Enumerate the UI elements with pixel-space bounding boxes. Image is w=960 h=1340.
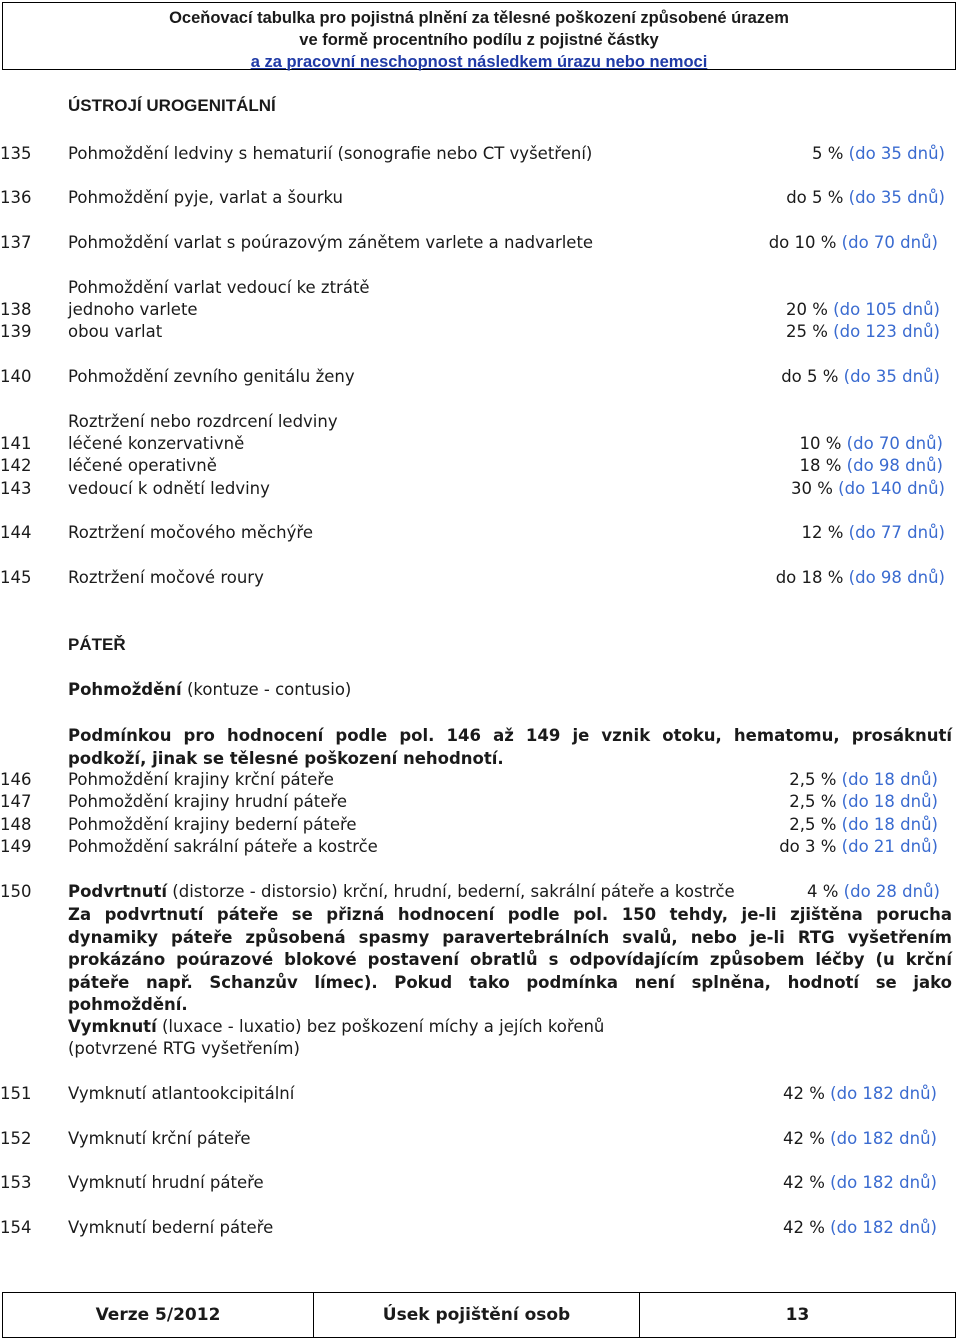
item-number: 145 [0,568,32,587]
item-percent: 25 % [786,322,828,341]
table-row [0,769,945,791]
item-number: 138 [0,300,32,319]
subsection-heading-bold: Vymknutí [68,1017,157,1036]
note-paragraph: Podmínkou pro hodnocení podle pol. 146 až 149 je vznik otoku, hematomu, prosáknutí podkoží, jinak se tělesné poškození nehodnotí. [68,726,952,768]
item-percent: 42 % [783,1084,825,1103]
item-number: 154 [0,1218,32,1237]
item-percent: 2,5 % [789,815,837,834]
item-days: (do 77 dnů) [848,523,945,542]
item-number: 147 [0,792,32,811]
item-number: 135 [0,144,32,163]
item-days: (do 182 dnů) [830,1173,937,1192]
footer-version: Verze 5/2012 [3,1293,314,1337]
item-description: léčené operativně [68,456,217,475]
item-number: 150 [0,882,32,901]
item-number: 149 [0,837,32,856]
item-description: léčené konzervativně [68,434,245,453]
item-description: Roztržení močového měchýře [68,523,313,542]
footer-department: Úsek pojištění osob [314,1293,640,1337]
item-number: 141 [0,434,32,453]
group-heading: Pohmoždění varlat vedoucí ke ztrátě [68,278,370,297]
header-title-line2: ve formě procentního podílu z pojistné částky [299,31,659,49]
table-row [0,1128,945,1150]
document-footer [2,1292,956,1338]
item-number: 152 [0,1129,32,1148]
item-days: (do 98 dnů) [848,568,945,587]
item-days: (do 105 dnů) [833,300,940,319]
item-number: 148 [0,815,32,834]
item-description: Vymknutí hrudní páteře [68,1173,264,1192]
table-row [0,433,945,455]
item-days: (do 70 dnů) [841,233,938,252]
item-description: obou varlat [68,322,163,341]
table-row [0,478,945,500]
item-percent: 2,5 % [789,792,837,811]
table-row [0,1083,945,1105]
item-description: Pohmoždění pyje, varlat a šourku [68,188,343,207]
item-description: Vymknutí atlantookcipitální [68,1084,295,1103]
item-days: (do 70 dnů) [846,434,943,453]
item-number: 137 [0,233,32,252]
item-percent: do 5 % [781,367,839,386]
table-row [0,366,945,388]
table-row [0,143,945,165]
group-heading: Roztržení nebo rozdrcení ledviny [68,412,338,431]
item-description: Pohmoždění zevního genitálu ženy [68,367,355,386]
item-number: 139 [0,322,32,341]
table-row [0,836,945,858]
document-header [2,2,956,70]
item-description: Pohmoždění krajiny hrudní páteře [68,792,347,811]
item-percent: 20 % [786,300,828,319]
item-number: 144 [0,523,32,542]
item-percent: 10 % [799,434,842,453]
subsection-note: (potvrzené RTG vyšetřením) [68,1039,300,1058]
note-paragraph: Za podvrtnutí páteře se přizná hodnocení podle pol. 150 tehdy, je-li zjištěna porucha dynamiky páteře způsobená spasmy paravertebrálních svalů, nebo je-li RTG vyšetřením prokázáno poúrazové blokové postavení obratlů s odpovídajícím způsobem léčby (u krční páteře např. Schanzův límec). Pokud tako podmínka není splněna, hodnotí se jako pohmoždění. [68,905,952,1014]
item-days: (do 18 dnů) [841,770,938,789]
table-row [0,299,945,321]
item-days: (do 123 dnů) [833,322,940,341]
item-percent: 12 % [801,523,844,542]
item-percent: 42 % [783,1173,825,1192]
item-percent: do 18 % [775,568,844,587]
subsection-heading-rest: (luxace - luxatio) bez poškození míchy a jejích kořenů [156,1017,605,1036]
table-row [0,881,945,903]
item-number: 140 [0,367,32,386]
item-days: (do 21 dnů) [841,837,938,856]
item-description: Pohmoždění varlat s poúrazovým zánětem varlete a nadvarlete [68,233,594,252]
item-number: 153 [0,1173,32,1192]
item-description: Pohmoždění ledviny s hematurií (sonografie nebo CT vyšetření) [68,144,593,163]
item-percent: 2,5 % [789,770,837,789]
table-row [0,187,945,209]
item-percent: 18 % [799,456,842,475]
item-description: Pohmoždění krajiny krční páteře [68,770,334,789]
section-title-spine: PÁTEŘ [68,635,126,654]
item-description: Pohmoždění krajiny bederní páteře [68,815,357,834]
item-description: Vymknutí bederní páteře [68,1218,274,1237]
item-description: jednoho varlete [68,300,198,319]
table-row [0,1172,945,1194]
item-days: (do 98 dnů) [846,456,943,475]
item-description: vedoucí k odnětí ledviny [68,479,270,498]
item-percent: 42 % [783,1129,825,1148]
item-description-bold: Podvrtnutí [68,882,168,901]
item-days: (do 18 dnů) [841,792,938,811]
table-row [0,814,945,836]
section-title-urogenital: ÚSTROJÍ UROGENITÁLNÍ [68,96,276,115]
item-percent: do 10 % [768,233,837,252]
table-row [0,522,945,544]
item-days: (do 28 dnů) [843,882,940,901]
item-number: 151 [0,1084,32,1103]
item-percent: do 3 % [779,837,837,856]
item-days: (do 140 dnů) [838,479,945,498]
item-percent: 30 % [791,479,833,498]
table-row [0,321,945,343]
table-row [0,455,945,477]
subsection-heading-rest: (kontuze - contusio) [181,680,352,699]
subsection-heading [68,1016,604,1038]
table-row [0,791,945,813]
subsection-heading [68,679,351,701]
footer-page-number: 13 [785,1305,810,1325]
item-description: (distorze - distorsio) krční, hrudní, bederní, sakrální páteře a kostrče [167,882,735,901]
item-number: 146 [0,770,32,789]
table-row [0,1217,945,1239]
item-number: 142 [0,456,32,475]
item-days: (do 18 dnů) [841,815,938,834]
item-description: Vymknutí krční páteře [68,1129,251,1148]
item-days: (do 35 dnů) [843,367,940,386]
item-days: (do 182 dnů) [830,1218,937,1237]
item-number: 136 [0,188,32,207]
item-percent: 5 % [812,144,844,163]
table-row [0,567,945,589]
item-number: 143 [0,479,32,498]
item-days: (do 182 dnů) [830,1084,937,1103]
item-percent: 4 % [807,882,839,901]
item-description: Pohmoždění sakrální páteře a kostrče [68,837,378,856]
header-title-line1: Oceňovací tabulka pro pojistná plnění za tělesné poškození způsobené úrazem [169,9,789,27]
header-title-line3: a za pracovní neschopnost následkem úrazu nebo nemoci [250,53,708,71]
item-days: (do 35 dnů) [848,144,945,163]
item-description: Roztržení močové roury [68,568,264,587]
item-days: (do 35 dnů) [848,188,945,207]
item-percent: do 5 % [786,188,844,207]
item-percent: 42 % [783,1218,825,1237]
table-row [0,232,945,254]
subsection-heading-bold: Pohmoždění [68,680,182,699]
item-days: (do 182 dnů) [830,1129,937,1148]
